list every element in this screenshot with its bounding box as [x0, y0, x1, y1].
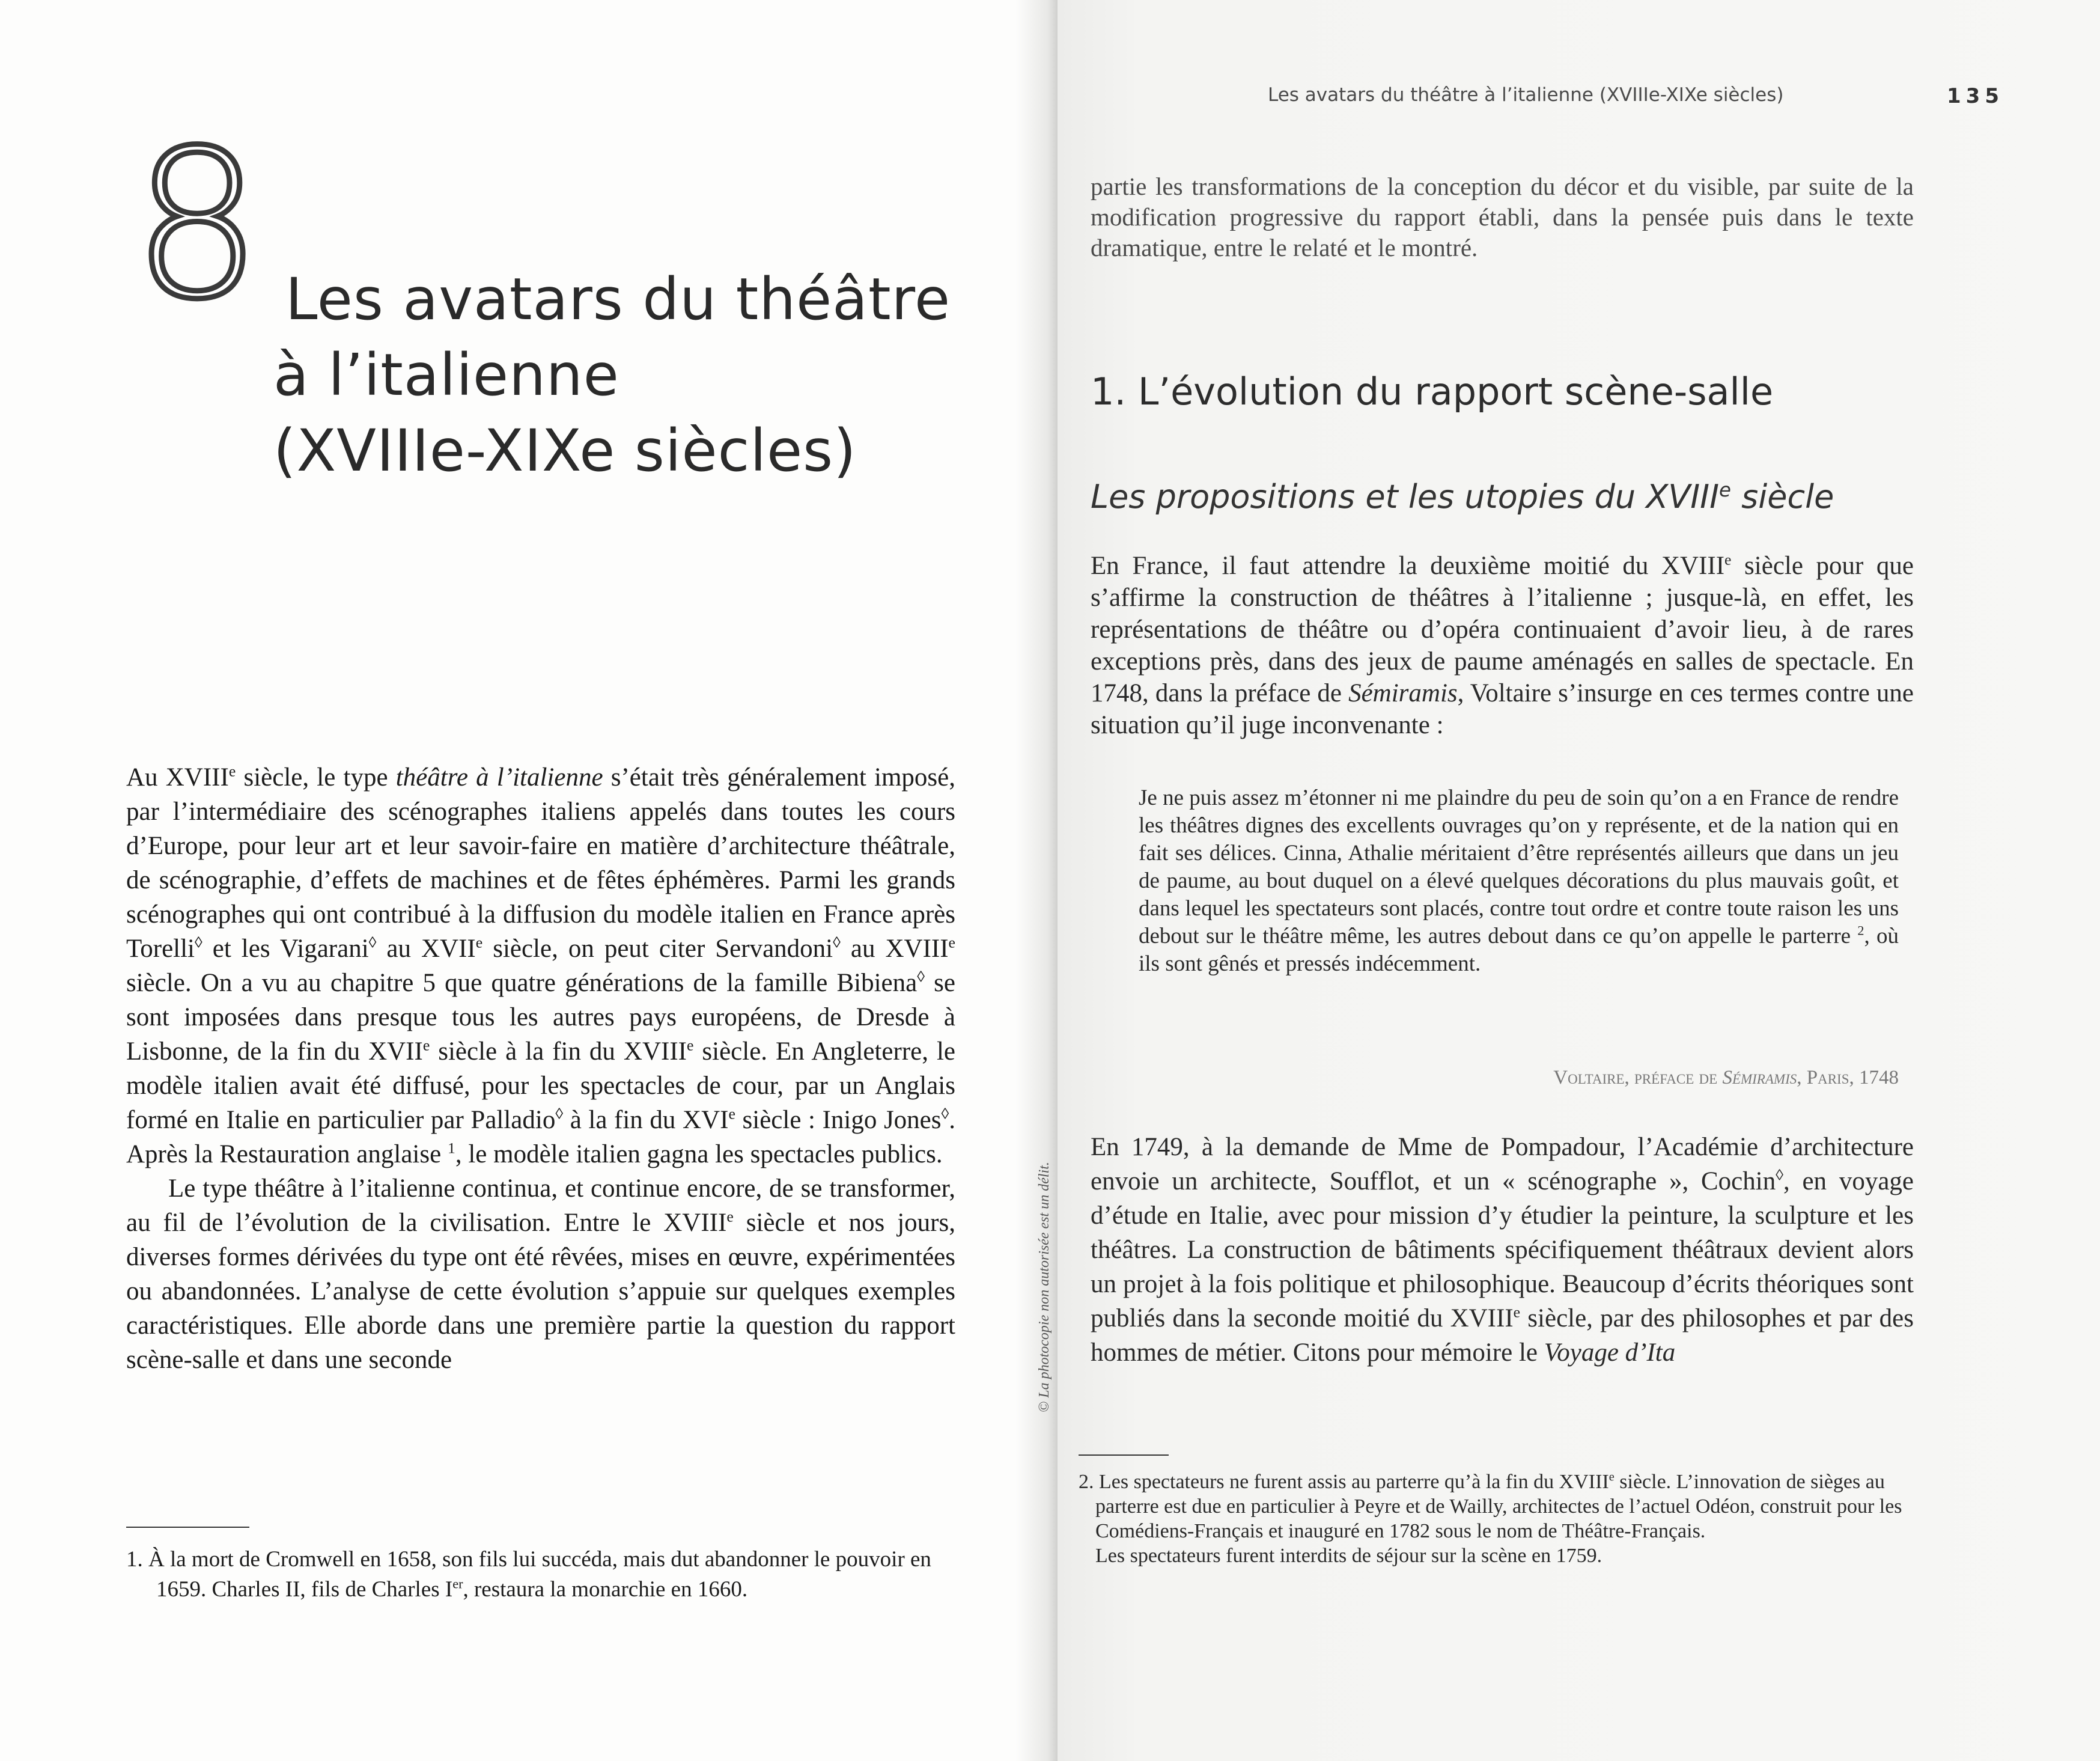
chapter-title — [273, 261, 1024, 489]
chapter-title-line-2: à l’italienne — [273, 341, 619, 409]
right-intro-paragraph: partie les transformations de la conception du décor et du visible, par suite de la modification progressive du rapport établi, dans la pensée puis dans le texte dramatique, entre le relaté et le montré. — [1091, 172, 1914, 261]
left-paragraph-1: Au XVIIIe siècle, le type théâtre à l’italienne s’était très généralement imposé, par l’intermédiaire des scénographes italiens appelés dans toutes les cours d’Europe, pour leur art et leur savoir-faire en matière d’architecture théâtrale, de scénographie, d’effets de machines et de fêtes éphémères. Parmi les grands scénographes qui ont contribué à la diffusion du modèle italien en France après Torelli◊ et les Vigarani◊ au XVIIe siècle, on peut citer Servandoni◊ au XVIIIe siècle. On a vu au chapitre 5 que quatre générations de la famille Bibiena◊ se sont imposées dans presque tous les autres pays européens, de Dresde à Lisbonne, de la fin du XVIIe siècle à la fin du XVIIIe siècle. En Angleterre, le modèle italien avait été diffusé, pour les spectacles de cour, par un Anglais formé en Italie en particulier par Palladio◊ à la fin du XVIe siècle : Inigo Jones◊. Après la Restauration anglaise $^1$, le modèle italien gagna les spectacles publics. — [126, 762, 956, 1168]
right-paragraph-1: En France, il faut attendre la deuxième moitié du XVIIIe siècle pour que s’affirme la construction de théâtres à l’italienne ; jusque-là, en effet, les représentations de théâtre ou d’opéra continuaient d’avoir lieu, à de rares exceptions près, dans des jeux de paume aménagés en salles de spectacle. En 1748, dans la préface de Sémiramis, Voltaire s’insurge en ces termes contre une situation qu’il juge inconvenante : — [1091, 551, 1914, 739]
footnote-2: 2. Les spectateurs ne furent assis au parterre qu’à la fin du XVIIIe siècle. L’innovation de sièges au parterre est due en particulier à Peyre et de Wailly, architectes de l’actuel Odéon, construit pour les Comédiens-Français et inauguré en 1782 sous le nom de Théâtre-Français. Les spectateurs furent interdits de séjour sur la scène en 1759. — [1079, 1470, 1902, 1567]
section-heading: 1. L’évolution du rapport scène-salle — [1091, 370, 1774, 414]
left-body-text — [126, 760, 955, 1377]
chapter-title-line-3: (XVIIIe-XIXe siècles) — [273, 417, 857, 484]
quote-source: Voltaire, préface de Sémiramis, Paris, 1748 — [1553, 1067, 1899, 1088]
chapter-title-line-1: Les avatars du théâtre — [285, 266, 951, 333]
voltaire-quote: Je ne puis assez m’étonner ni me plaindre du peu de soin qu’on a en France de rendre les théâtres dignes des excellents ouvrages qu’on y représente, et de la nation qui en fait ses délices. Cinna, Athalie méritaient d’être représentés ailleurs que dans un jeu de paume, au bout duquel on a élevé quelques décorations du plus mauvais goût, et dans lequel les spectateurs sont placés, contre tout ordre et contre toute raison les uns debout sur le théâtre même, les autres debout dans ce qu’on appelle le parterre $^2$, où ils sont gênés et pressés indécemment. — [1139, 786, 1899, 976]
left-paragraph-2: Le type théâtre à l’italienne continua, et continue encore, de se transformer, au fil de l’évolution de la civilisation. Entre le XVIIIe siècle et nos jours, diverses formes dérivées du type ont été rêvées, mises en œuvre, expérimentées ou abandonnées. L’analyse de cette évolution s’appuie sur quelques exemples caractéristiques. Elle aborde dans une première partie la question du rapport scène-salle et dans une seconde — [126, 1174, 955, 1374]
copyright-notice: © La photocopie non autorisée est un délit. — [1036, 1162, 1052, 1412]
running-head: Les avatars du théâtre à l’italienne (XVIIIe-XIXe siècles) — [1268, 84, 1784, 106]
subsection-heading: Les propositions et les utopies du XVIIIe siècle — [1091, 478, 1834, 516]
footnote-rule-right — [1079, 1454, 1169, 1456]
right-page — [1036, 0, 2100, 1761]
page-number: 135 — [1947, 84, 2004, 108]
footnote-1: 1. À la mort de Cromwell en 1658, son fils lui succéda, mais dut abandonner le pouvoir en 1659. Charles II, fils de Charles Ier, restaura la monarchie en 1660. — [126, 1547, 931, 1602]
chapter-number: 8 — [132, 106, 263, 344]
left-page — [0, 0, 1039, 1761]
footnote-rule — [126, 1527, 249, 1528]
right-paragraph-2: En 1749, à la demande de Mme de Pompadour, l’Académie d’architecture envoie un architecte, Soufflot, et un « scénographe », Cochin◊, en voyage d’étude en Italie, avec pour mission d’y étudier la peinture, la sculpture et les théâtres. La construction de bâtiments spécifiquement théâtraux devient alors un projet à la fois politique et philosophique. Beaucoup d’écrits théoriques sont publiés dans la seconde moitié du XVIIIe siècle, par des philosophes et par des hommes de métier. Citons pour mémoire le Voyage d’Ita — [1091, 1133, 1914, 1367]
